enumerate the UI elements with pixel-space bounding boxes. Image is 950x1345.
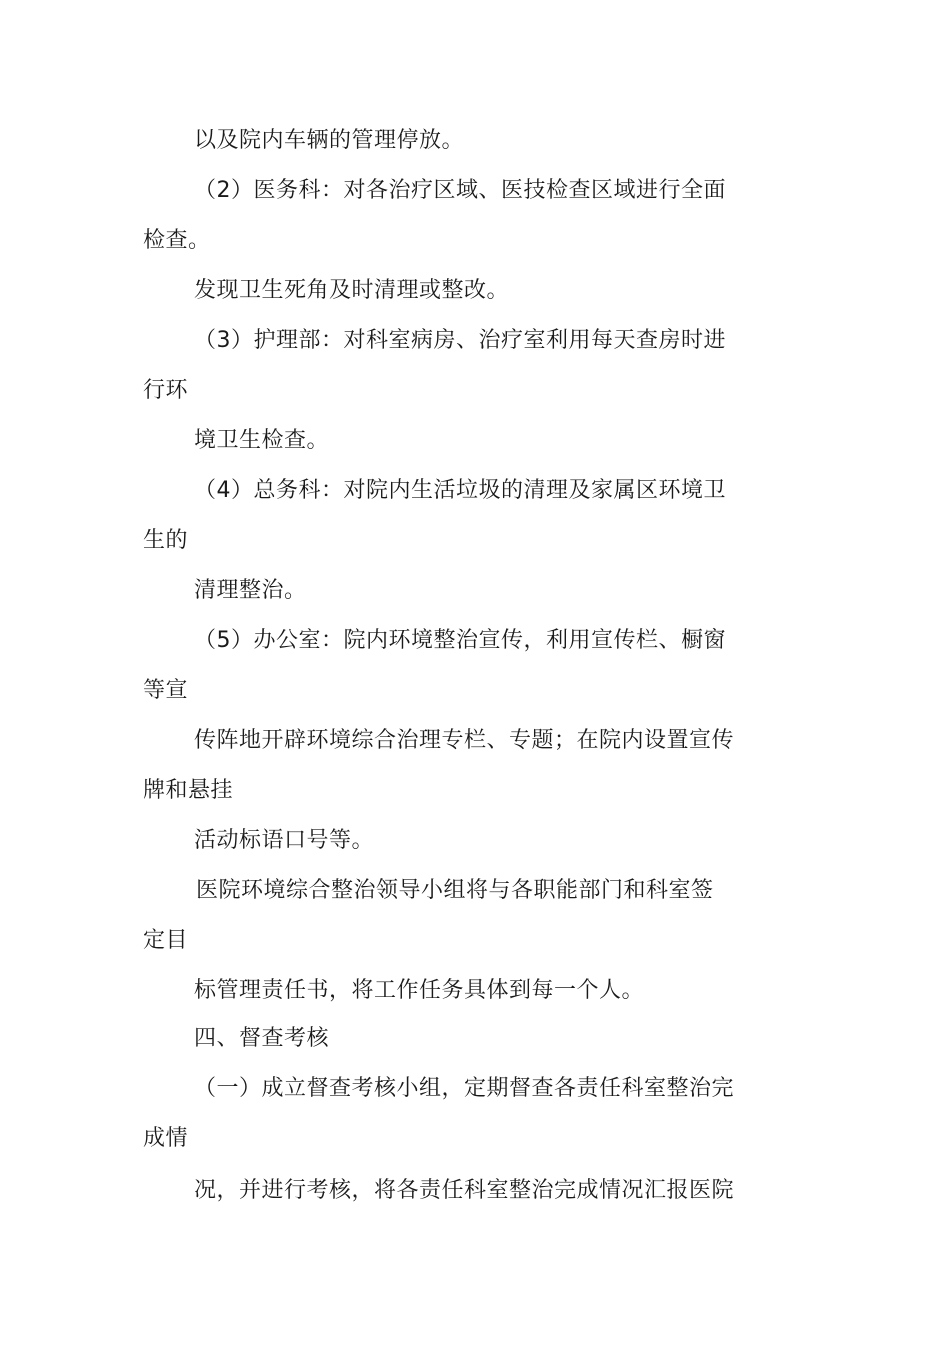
paragraph-line: 况，并进行考核，将各责任科室整治完成情况汇报医院 [194,1178,735,1203]
paragraph-line: 标管理责任书，将工作任务具体到每一个人。 [194,978,645,1003]
paragraph-line: 医院环境综合整治领导小组将与各职能部门和科室签 [196,878,714,903]
paragraph-line: 等宣 [143,678,189,703]
paragraph-line: 牌和悬挂 [143,778,234,803]
paragraph-line: 活动标语口号等。 [194,828,375,853]
paragraph-line: 行环 [143,378,189,403]
paragraph-line: 定目 [143,928,189,953]
paragraph-line: （2）医务科：对各治疗区域、医技检查区域进行全面 [194,178,726,203]
paragraph-line: 以及院内车辆的管理停放。 [194,128,465,153]
paragraph-line: 生的 [143,528,189,553]
paragraph-line: 境卫生检查。 [194,428,330,453]
paragraph-line: 成情 [143,1126,189,1151]
paragraph-line: （5）办公室：院内环境整治宣传，利用宣传栏、橱窗 [194,628,726,653]
paragraph-line: （3）护理部：对科室病房、治疗室利用每天查房时进 [194,328,726,353]
paragraph-line: 检查。 [143,228,211,253]
paragraph-line: 清理整治。 [194,578,307,603]
paragraph-line: （4）总务科：对院内生活垃圾的清理及家属区环境卫 [194,478,726,503]
paragraph-line: 发现卫生死角及时清理或整改。 [194,278,510,303]
section-heading: 四、督查考核 [194,1026,330,1051]
paragraph-line: （一）成立督查考核小组，定期督查各责任科室整治完 [194,1076,735,1101]
paragraph-line: 传阵地开辟环境综合治理专栏、专题；在院内设置宣传 [194,728,735,753]
